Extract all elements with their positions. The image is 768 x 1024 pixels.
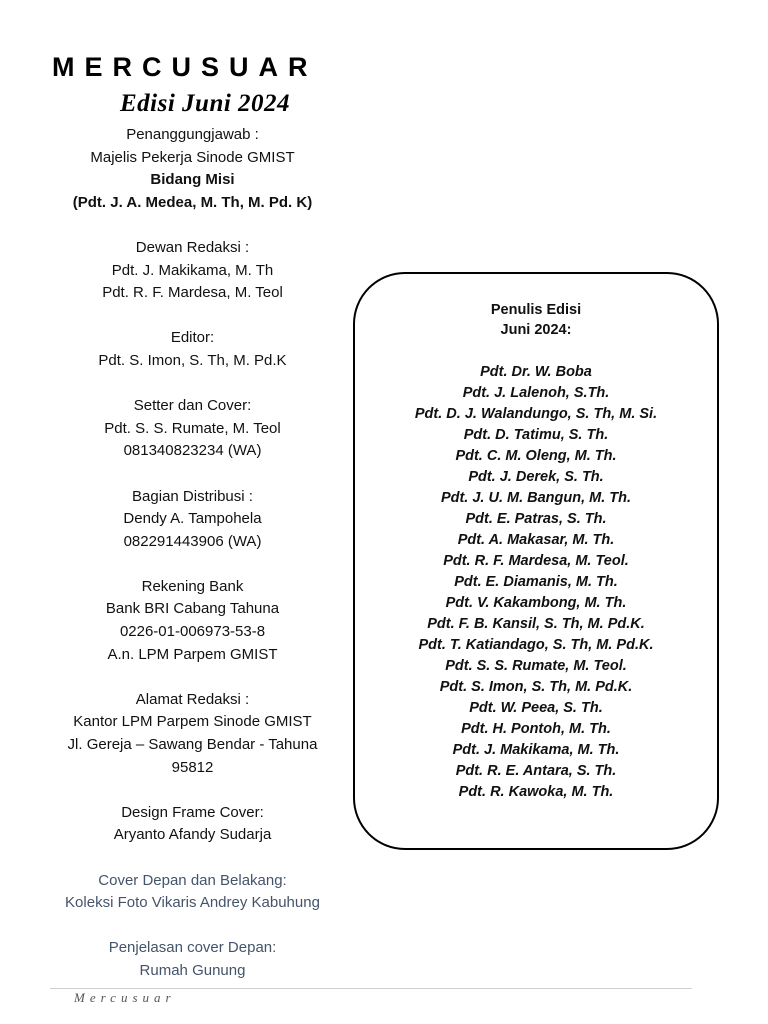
dewan-label: Dewan Redaksi : (135, 238, 250, 256)
dewan-member: Pdt. R. F. Mardesa, M. Teol (102, 284, 283, 302)
rekening-holder: A.n. LPM Parpem GMIST (107, 645, 278, 663)
editor-name: Pdt. S. Imon, S. Th, M. Pd.K (98, 351, 287, 369)
setter-label: Setter dan Cover: (133, 397, 252, 415)
distribusi-label: Bagian Distribusi : (132, 487, 253, 505)
writer-name: Pdt. A. Makasar, M. Th. (457, 532, 615, 548)
spacer (40, 779, 345, 802)
rekening-bank: Bank BRI Cabang Tahuna (105, 600, 280, 618)
spacer (40, 847, 345, 870)
writer-name: Pdt. S. Imon, S. Th, M. Pd.K. (439, 679, 633, 695)
bidang: Bidang Misi (150, 171, 235, 189)
editor-label: Editor: (170, 329, 215, 347)
spacer (40, 666, 345, 689)
colophon (40, 124, 345, 983)
spacer (40, 915, 345, 938)
writers-box-content (355, 300, 717, 803)
design-label: Design Frame Cover: (121, 803, 264, 821)
writers-title: Penulis Edisi (490, 302, 582, 318)
spacer (40, 553, 345, 576)
spacer (40, 214, 345, 237)
alamat-postcode: 95812 (171, 758, 214, 776)
writer-name: Pdt. R. F. Mardesa, M. Teol. (443, 553, 629, 569)
masthead-title: MERCUSUAR (52, 52, 318, 82)
writer-name: Pdt. F. B. Kansil, S. Th, M. Pd.K. (427, 616, 645, 632)
penjelasan-label: Penjelasan cover Depan: (108, 939, 277, 957)
design-name: Aryanto Afandy Sudarja (113, 826, 272, 844)
writer-name: Pdt. E. Diamanis, M. Th. (454, 574, 618, 590)
alamat-line: Jl. Gereja – Sawang Bendar - Tahuna (67, 736, 318, 754)
writer-name: Pdt. S. S. Rumate, M. Teol. (445, 658, 627, 674)
writer-name: Pdt. T. Katiandago, S. Th, M. Pd.K. (418, 637, 654, 653)
writer-name: Pdt. H. Pontoh, M. Th. (461, 721, 611, 737)
penanggungjawab-label: Penanggungjawab : (126, 126, 259, 143)
penjelasan-text: Rumah Gunung (139, 961, 246, 979)
writer-name: Pdt. J. U. M. Bangun, M. Th. (440, 490, 632, 506)
spacer (40, 463, 345, 486)
bidang-person: (Pdt. J. A. Medea, M. Th, M. Pd. K) (72, 193, 313, 211)
setter-name: Pdt. S. S. Rumate, M. Teol (104, 419, 281, 437)
writer-name: Pdt. C. M. Oleng, M. Th. (455, 448, 617, 464)
rekening-label: Rekening Bank (141, 577, 244, 595)
edition-title: Edisi Juni 2024 (120, 90, 291, 117)
rekening-number: 0226-01-006973-53-8 (119, 623, 266, 641)
writer-name: Pdt. E. Patras, S. Th. (465, 511, 607, 527)
penanggungjawab-org: Majelis Pekerja Sinode GMIST (90, 148, 295, 166)
distribusi-phone: 082291443906 (WA) (123, 532, 262, 550)
cover-credit: Koleksi Foto Vikaris Andrey Kabuhung (65, 894, 320, 912)
writer-name: Pdt. D. Tatimu, S. Th. (463, 427, 609, 443)
spacer (40, 305, 345, 328)
spacer (40, 373, 345, 396)
writers-subtitle: Juni 2024: (500, 322, 572, 338)
writer-name: Pdt. J. Makikama, M. Th. (452, 742, 620, 758)
writer-name: Pdt. V. Kakambong, M. Th. (445, 595, 627, 611)
writer-name: Pdt. Dr. W. Boba (480, 364, 592, 380)
writers-box (353, 272, 719, 850)
cover-label: Cover Depan dan Belakang: (98, 871, 287, 889)
writer-name: Pdt. W. Peea, S. Th. (469, 700, 603, 716)
writer-name: Pdt. R. E. Antara, S. Th. (455, 763, 617, 779)
writer-name: Pdt. J. Lalenoh, S.Th. (462, 385, 610, 401)
writer-name: Pdt. D. J. Walandungo, S. Th, M. Si. (414, 406, 658, 422)
writer-name: Pdt. J. Derek, S. Th. (468, 469, 604, 485)
footer-running-title: Mercusuar (74, 990, 176, 1005)
distribusi-name: Dendy A. Tampohela (123, 510, 262, 528)
writer-name: Pdt. R. Kawoka, M. Th. (458, 784, 614, 800)
alamat-label: Alamat Redaksi : (135, 690, 250, 708)
setter-phone: 081340823234 (WA) (123, 442, 262, 460)
alamat-line: Kantor LPM Parpem Sinode GMIST (73, 713, 312, 731)
writers-list (355, 362, 717, 803)
footer-divider (50, 988, 692, 989)
dewan-member: Pdt. J. Makikama, M. Th (111, 261, 274, 279)
